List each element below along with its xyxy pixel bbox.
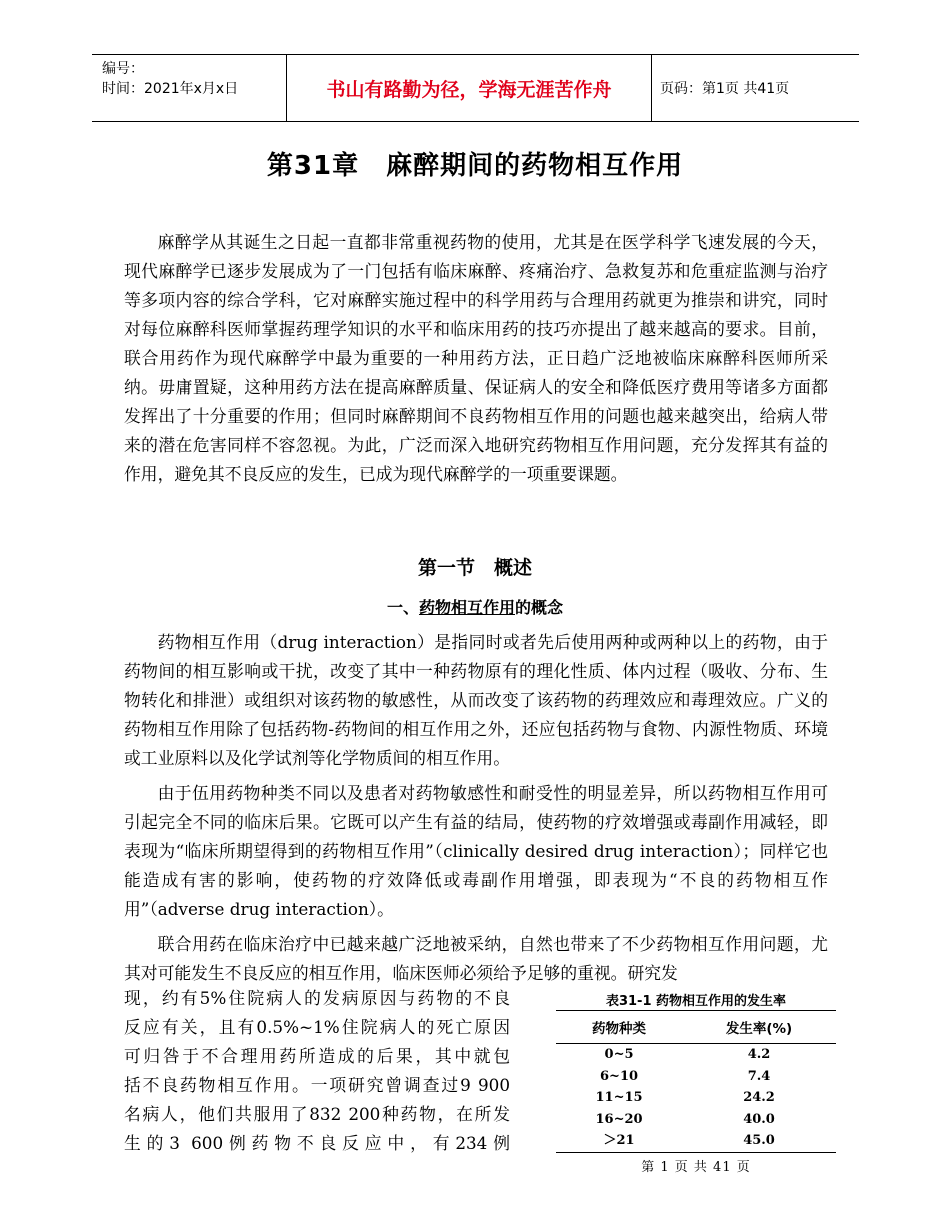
column-header: 发生率(%) xyxy=(682,1011,836,1044)
drug-count-cell: ＞21 xyxy=(556,1130,682,1152)
page-footer: 第 1 页 共 41 页 xyxy=(641,1160,751,1175)
paragraph-consequences: 由于伍用药物种类不同以及患者对药物敏感性和耐受性的明显差异，所以药物相互作用可引起完全不同的临床后果。它既可以产生有益的结局，使药物的疗效增强或毒副作用减轻，即表现为“临床所期望得到的药物相互作用”（clinically desired drug interaction）；同样它也能造成有害的影响，使药物的疗效降低或毒副作用增强，即表现为“不良的药物相互作用”（adverse drug interaction）。 xyxy=(124,783,828,919)
table-row xyxy=(556,1044,836,1066)
rate-cell: 24.2 xyxy=(743,1090,775,1106)
paragraph-definition: 药物相互作用（drug interaction）是指同时或者先后使用两种或两种以上的药物，由于药物间的相互影响或干扰，改变了其中一种药物原有的理化性质、体内过程（吸收、分布、生物转化和排泄）或组织对该药物的敏感性，从而改变了该药物的药理效应和毒理效应。广义的药物相互作用除了包括药物-药物间的相互作用之外，还应包括药物与食物、内源性物质、环境或工业原料以及化学试剂等化学物质间的相互作用。 xyxy=(124,632,828,768)
header-motto: 书山有路勤为径，学海无涯苦作舟 xyxy=(286,55,652,121)
table-row xyxy=(556,1130,836,1152)
subsection-heading xyxy=(0,595,950,618)
subsection-suffix: 的概念 xyxy=(515,598,564,617)
wrapped-line: 括不良药物相互作用。一项研究曾调查过9 900 xyxy=(124,1075,510,1095)
drug-count-cell: 11~15 xyxy=(595,1090,643,1106)
wrapped-line: 名病人，他们共服用了832 200种药物，在所发 xyxy=(124,1104,510,1124)
drug-count-cell: 6~10 xyxy=(600,1068,639,1084)
wrapped-line: 现，约有5%住院病人的发病原因与药物的不良 xyxy=(124,988,510,1008)
page-header xyxy=(92,54,859,122)
time-label: 时间：2021年x月x日 xyxy=(102,81,239,97)
header-page-info: 页码：第1页 共41页 xyxy=(660,81,790,97)
subsection-prefix: 一、 xyxy=(386,598,419,617)
intro-paragraph: 麻醉学从其诞生之日起一直都非常重视药物的使用，尤其是在医学科学飞速发展的今天，现代麻醉学已逐步发展成为了一门包括有临床麻醉、疼痛治疗、急救复苏和危重症监测与治疗等多项内容的综合学科，它对麻醉实施过程中的科学用药与合理用药就更为推崇和讲究，同时对每位麻醉科医师掌握药理学知识的水平和临床用药的技巧亦提出了越来越高的要求。目前，联合用药作为现代麻醉学中最为重要的一种用药方法，正日趋广泛地被临床麻醉科医师所采纳。毋庸置疑，这种用药方法在提高麻醉质量、保证病人的安全和降低医疗费用等诸多方面都发挥出了十分重要的作用；但同时麻醉期间不良药物相互作用的问题也越来越突出，给病人带来的潜在危害同样不容忽视。为此，广泛而深入地研究药物相互作用问题，充分发挥其有益的作用，避免其不良反应的发生，已成为现代麻醉学的一项重要课题。 xyxy=(124,232,828,484)
column-header: 药物种类 xyxy=(556,1011,682,1044)
table-header-row xyxy=(556,1011,836,1044)
intro-section xyxy=(124,228,828,489)
wrapped-line: 生的3 600例药物不良反应中，有234例 xyxy=(124,1133,510,1153)
code-label: 编号： xyxy=(102,61,144,77)
paragraph-combination: 联合用药在临床治疗中已越来越广泛地被采纳，自然也带来了不少药物相互作用问题，尤其对可能发生不良反应的相互作用，临床医师必须给予足够的重视。研究发 xyxy=(124,934,828,983)
section-heading: 第一节 概述 xyxy=(417,557,532,579)
rate-cell: 4.2 xyxy=(747,1047,771,1062)
table-caption: 表31-1 药物相互作用的发生率 xyxy=(605,994,787,1009)
table-row xyxy=(556,1066,836,1088)
rate-cell: 7.4 xyxy=(747,1068,771,1084)
concept-paragraphs xyxy=(124,628,828,988)
wrapped-line: 可归咎于不合理用药所造成的后果，其中就包 xyxy=(124,1046,510,1066)
wrapped-line: 反应有关，且有0.5%~1%住院病人的死亡原因 xyxy=(124,1017,510,1037)
table-row xyxy=(556,1109,836,1131)
table-row xyxy=(556,1087,836,1109)
incidence-table xyxy=(556,1010,836,1153)
drug-count-cell: 0~5 xyxy=(604,1047,634,1062)
drug-count-cell: 16~20 xyxy=(595,1111,643,1127)
wrapped-text-block xyxy=(124,984,510,1158)
rate-cell: 40.0 xyxy=(743,1111,775,1127)
subsection-underlined: 药物相互作用 xyxy=(418,598,515,617)
rate-cell: 45.0 xyxy=(682,1130,836,1152)
chapter-title: 第31章 麻醉期间的药物相互作用 xyxy=(266,151,684,181)
header-meta xyxy=(92,55,286,121)
